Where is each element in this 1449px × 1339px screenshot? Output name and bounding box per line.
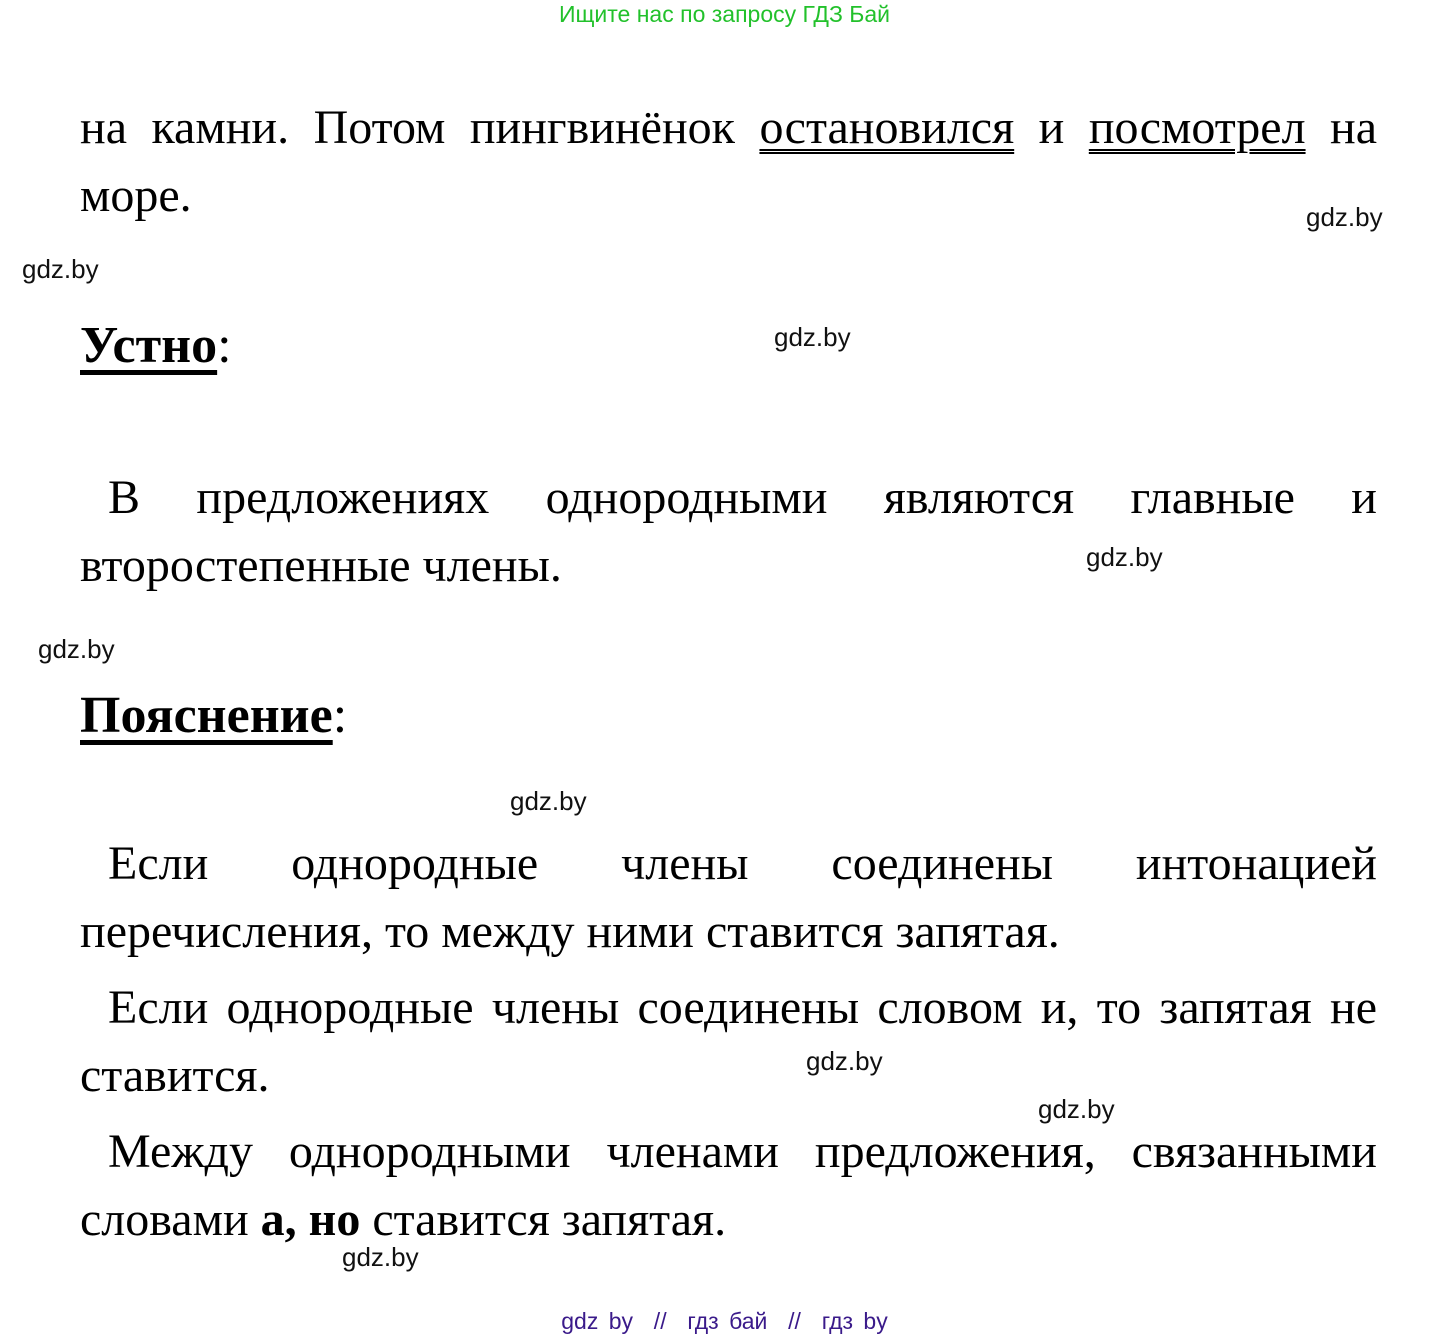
text-run: на море. [80, 101, 1378, 222]
heading-explanation-word: Пояснение [80, 687, 333, 744]
paragraph-2: В предложениях однородными являются главные и второстепенные члены. [80, 471, 1377, 592]
text-run: и [1014, 101, 1089, 154]
bottom-banner: gdz by // гдз бай // гдз by [561, 1308, 888, 1334]
paragraph-1 [80, 94, 1377, 230]
watermark: gdz.by [38, 634, 115, 664]
heading-explanation [80, 686, 347, 746]
watermark: gdz.by [774, 322, 851, 352]
watermark: gdz.by [1086, 542, 1163, 572]
heading-colon: : [332, 687, 348, 744]
paragraph-4: Если однородные члены соединены словом и, то запятая не ставится. [80, 981, 1377, 1102]
watermark: gdz.by [510, 786, 587, 816]
paragraph-5 [80, 1118, 1377, 1254]
watermark: gdz.by [22, 254, 99, 284]
heading-oral [80, 316, 232, 376]
watermark: gdz.by [1038, 1094, 1115, 1124]
text-run: Между однородными членами предложения, связанными словами [80, 1125, 1377, 1246]
top-banner: Ищите нас по запросу ГДЗ Бай [558, 1, 891, 27]
bold-conjunctions: а, но [260, 1193, 361, 1246]
watermark: gdz.by [1306, 202, 1383, 232]
watermark: gdz.by [342, 1242, 419, 1272]
text-run: на камни. Потом пингвинёнок [80, 101, 760, 154]
paragraph-3: Если однородные члены соединены интонацией перечисления, то между ними ставится запятая. [80, 837, 1377, 958]
underlined-predicate-2: посмотрел [1088, 101, 1306, 154]
underlined-predicate-1: остановился [759, 101, 1015, 154]
heading-oral-word: Устно [80, 317, 218, 374]
text-run: ставится запятая. [360, 1193, 727, 1246]
heading-colon: : [217, 317, 232, 374]
watermark: gdz.by [806, 1046, 883, 1076]
